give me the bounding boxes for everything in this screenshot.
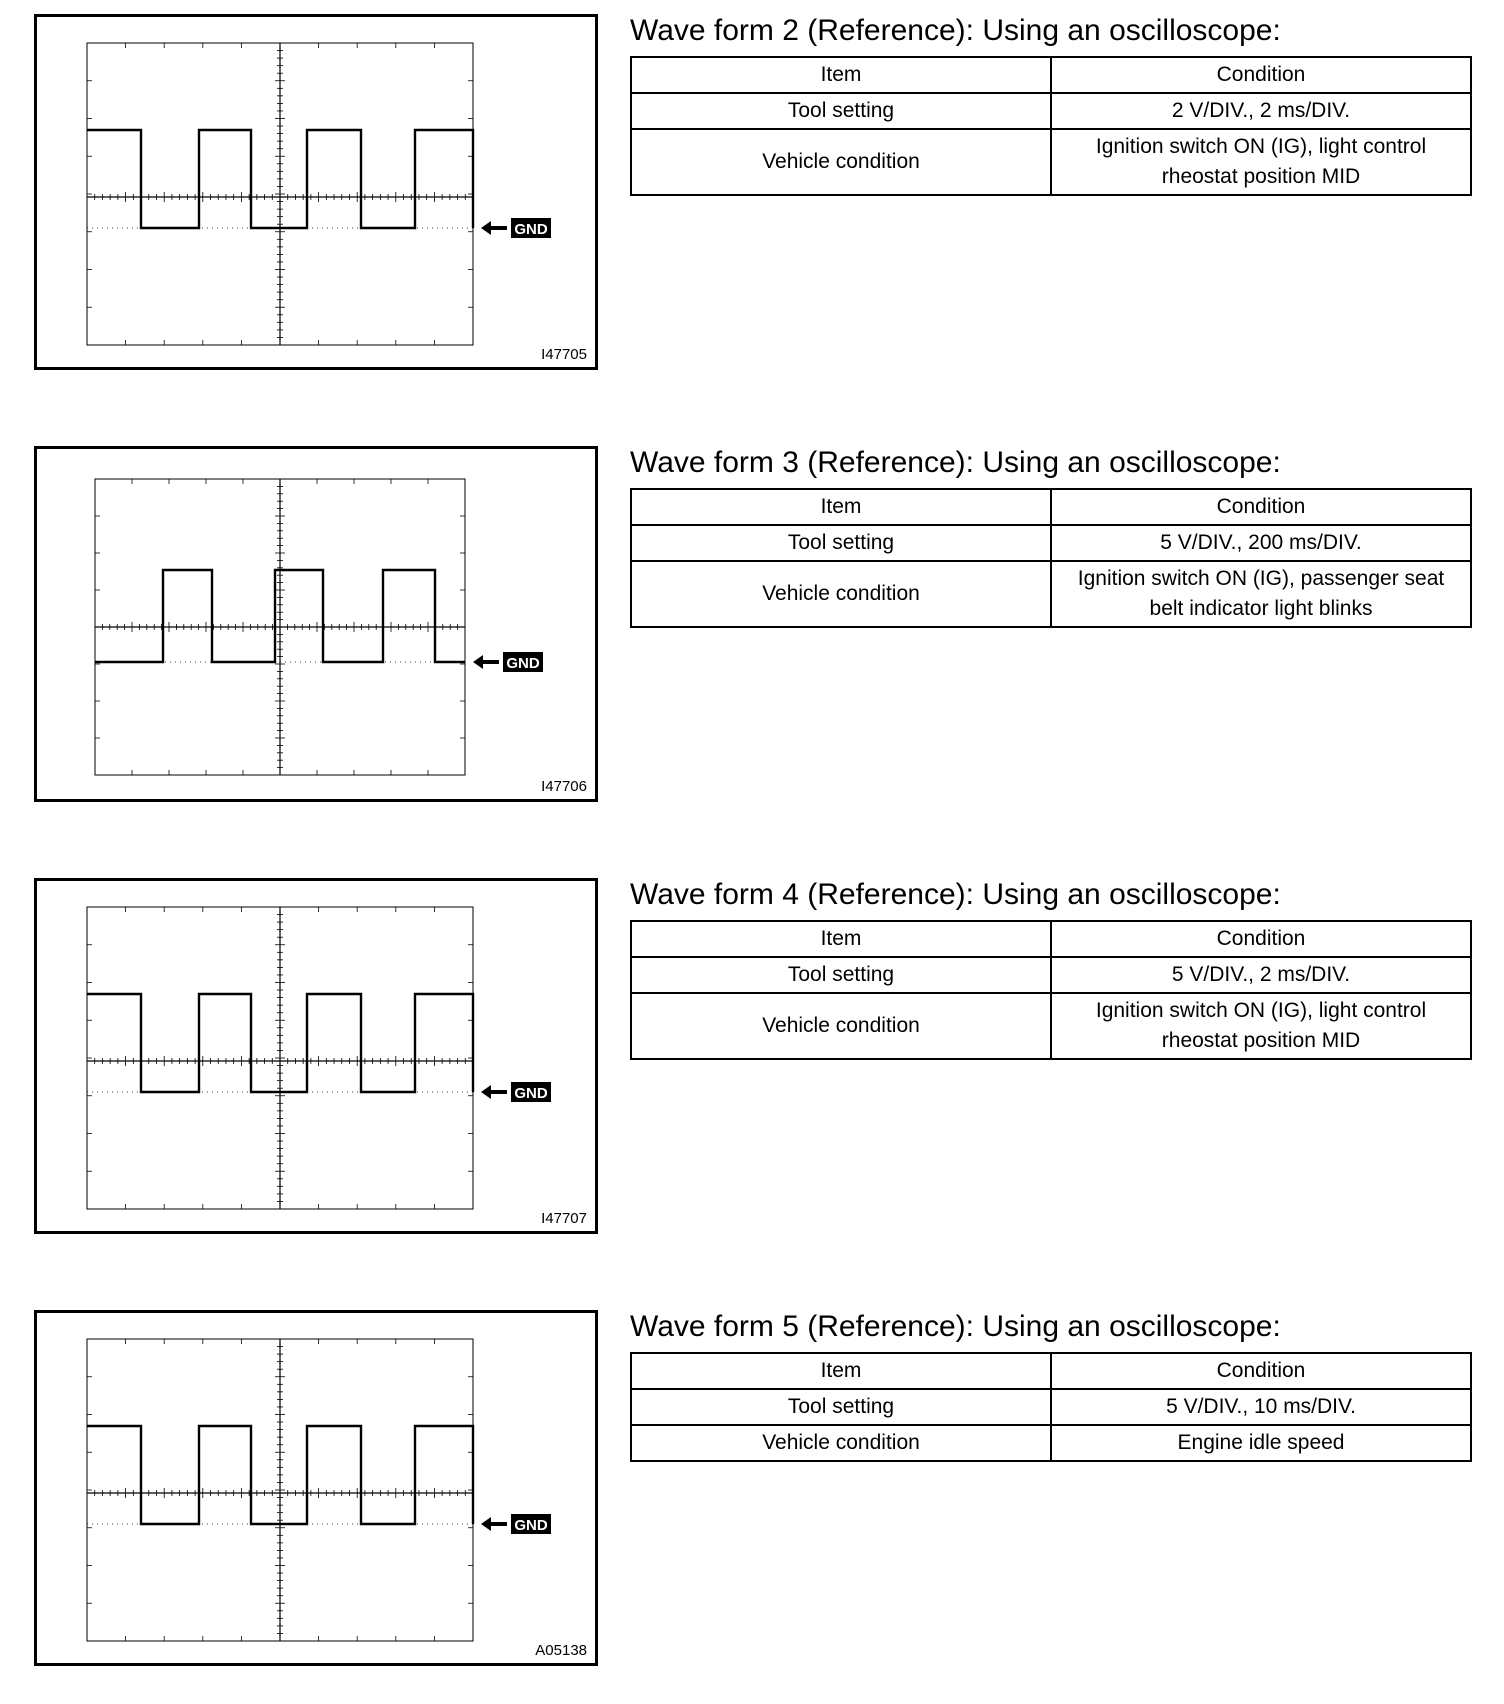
oscilloscope-plot	[37, 17, 595, 367]
row-condition: Engine idle speed	[1051, 1425, 1471, 1461]
header-condition: Condition	[1051, 921, 1471, 957]
table-header-row	[631, 489, 1471, 525]
row-item: Tool setting	[631, 1389, 1051, 1425]
row-condition: Ignition switch ON (IG), passenger seat belt indicator light blinks	[1051, 561, 1471, 627]
table-header-row	[631, 921, 1471, 957]
table-row	[631, 525, 1471, 561]
figure-id: A05138	[535, 1642, 587, 1659]
section-heading: Wave form 4 (Reference): Using an oscilloscope:	[630, 878, 1281, 911]
gnd-label: GND	[506, 655, 540, 672]
waveform-section-2	[0, 14, 1504, 404]
row-item: Vehicle condition	[631, 1425, 1051, 1461]
oscilloscope-plot	[37, 1313, 595, 1663]
ground-arrow-icon	[481, 1517, 507, 1531]
header-condition: Condition	[1051, 57, 1471, 93]
figure-id: I47705	[541, 346, 587, 363]
waveform-section-3	[0, 446, 1504, 836]
table-header-row	[631, 1353, 1471, 1389]
header-condition: Condition	[1051, 1353, 1471, 1389]
waveform-section-4	[0, 878, 1504, 1268]
row-condition: 5 V/DIV., 2 ms/DIV.	[1051, 957, 1471, 993]
header-item: Item	[631, 489, 1051, 525]
header-item: Item	[631, 921, 1051, 957]
ground-arrow-icon	[481, 221, 507, 235]
table-header-row	[631, 57, 1471, 93]
ground-arrow-icon	[473, 655, 499, 669]
section-heading: Wave form 5 (Reference): Using an oscilloscope:	[630, 1310, 1281, 1343]
row-condition: Ignition switch ON (IG), light control rheostat position MID	[1051, 993, 1471, 1059]
table-row	[631, 1389, 1471, 1425]
oscilloscope-figure	[34, 446, 598, 802]
oscilloscope-figure	[34, 14, 598, 370]
condition-table	[630, 920, 1472, 1060]
section-heading: Wave form 3 (Reference): Using an oscilloscope:	[630, 446, 1281, 479]
oscilloscope-figure	[34, 1310, 598, 1666]
figure-id: I47706	[541, 778, 587, 795]
table-row	[631, 993, 1471, 1059]
header-condition: Condition	[1051, 489, 1471, 525]
table-row	[631, 1425, 1471, 1461]
condition-table	[630, 488, 1472, 628]
waveform-section-5	[0, 1310, 1504, 1700]
oscilloscope-figure	[34, 878, 598, 1234]
figure-id: I47707	[541, 1210, 587, 1227]
oscilloscope-plot	[37, 449, 595, 799]
row-item: Tool setting	[631, 957, 1051, 993]
row-item: Vehicle condition	[631, 561, 1051, 627]
row-condition: 5 V/DIV., 10 ms/DIV.	[1051, 1389, 1471, 1425]
ground-arrow-icon	[481, 1085, 507, 1099]
table-row	[631, 561, 1471, 627]
row-item: Tool setting	[631, 525, 1051, 561]
condition-table	[630, 1352, 1472, 1462]
row-item: Vehicle condition	[631, 129, 1051, 195]
table-row	[631, 93, 1471, 129]
row-item: Tool setting	[631, 93, 1051, 129]
row-condition: Ignition switch ON (IG), light control rheostat position MID	[1051, 129, 1471, 195]
row-item: Vehicle condition	[631, 993, 1051, 1059]
condition-table	[630, 56, 1472, 196]
row-condition: 5 V/DIV., 200 ms/DIV.	[1051, 525, 1471, 561]
section-heading: Wave form 2 (Reference): Using an oscilloscope:	[630, 14, 1281, 47]
header-item: Item	[631, 1353, 1051, 1389]
oscilloscope-plot	[37, 881, 595, 1231]
table-row	[631, 129, 1471, 195]
header-item: Item	[631, 57, 1051, 93]
gnd-label: GND	[514, 1085, 548, 1102]
gnd-label: GND	[514, 221, 548, 238]
row-condition: 2 V/DIV., 2 ms/DIV.	[1051, 93, 1471, 129]
gnd-label: GND	[514, 1517, 548, 1534]
table-row	[631, 957, 1471, 993]
